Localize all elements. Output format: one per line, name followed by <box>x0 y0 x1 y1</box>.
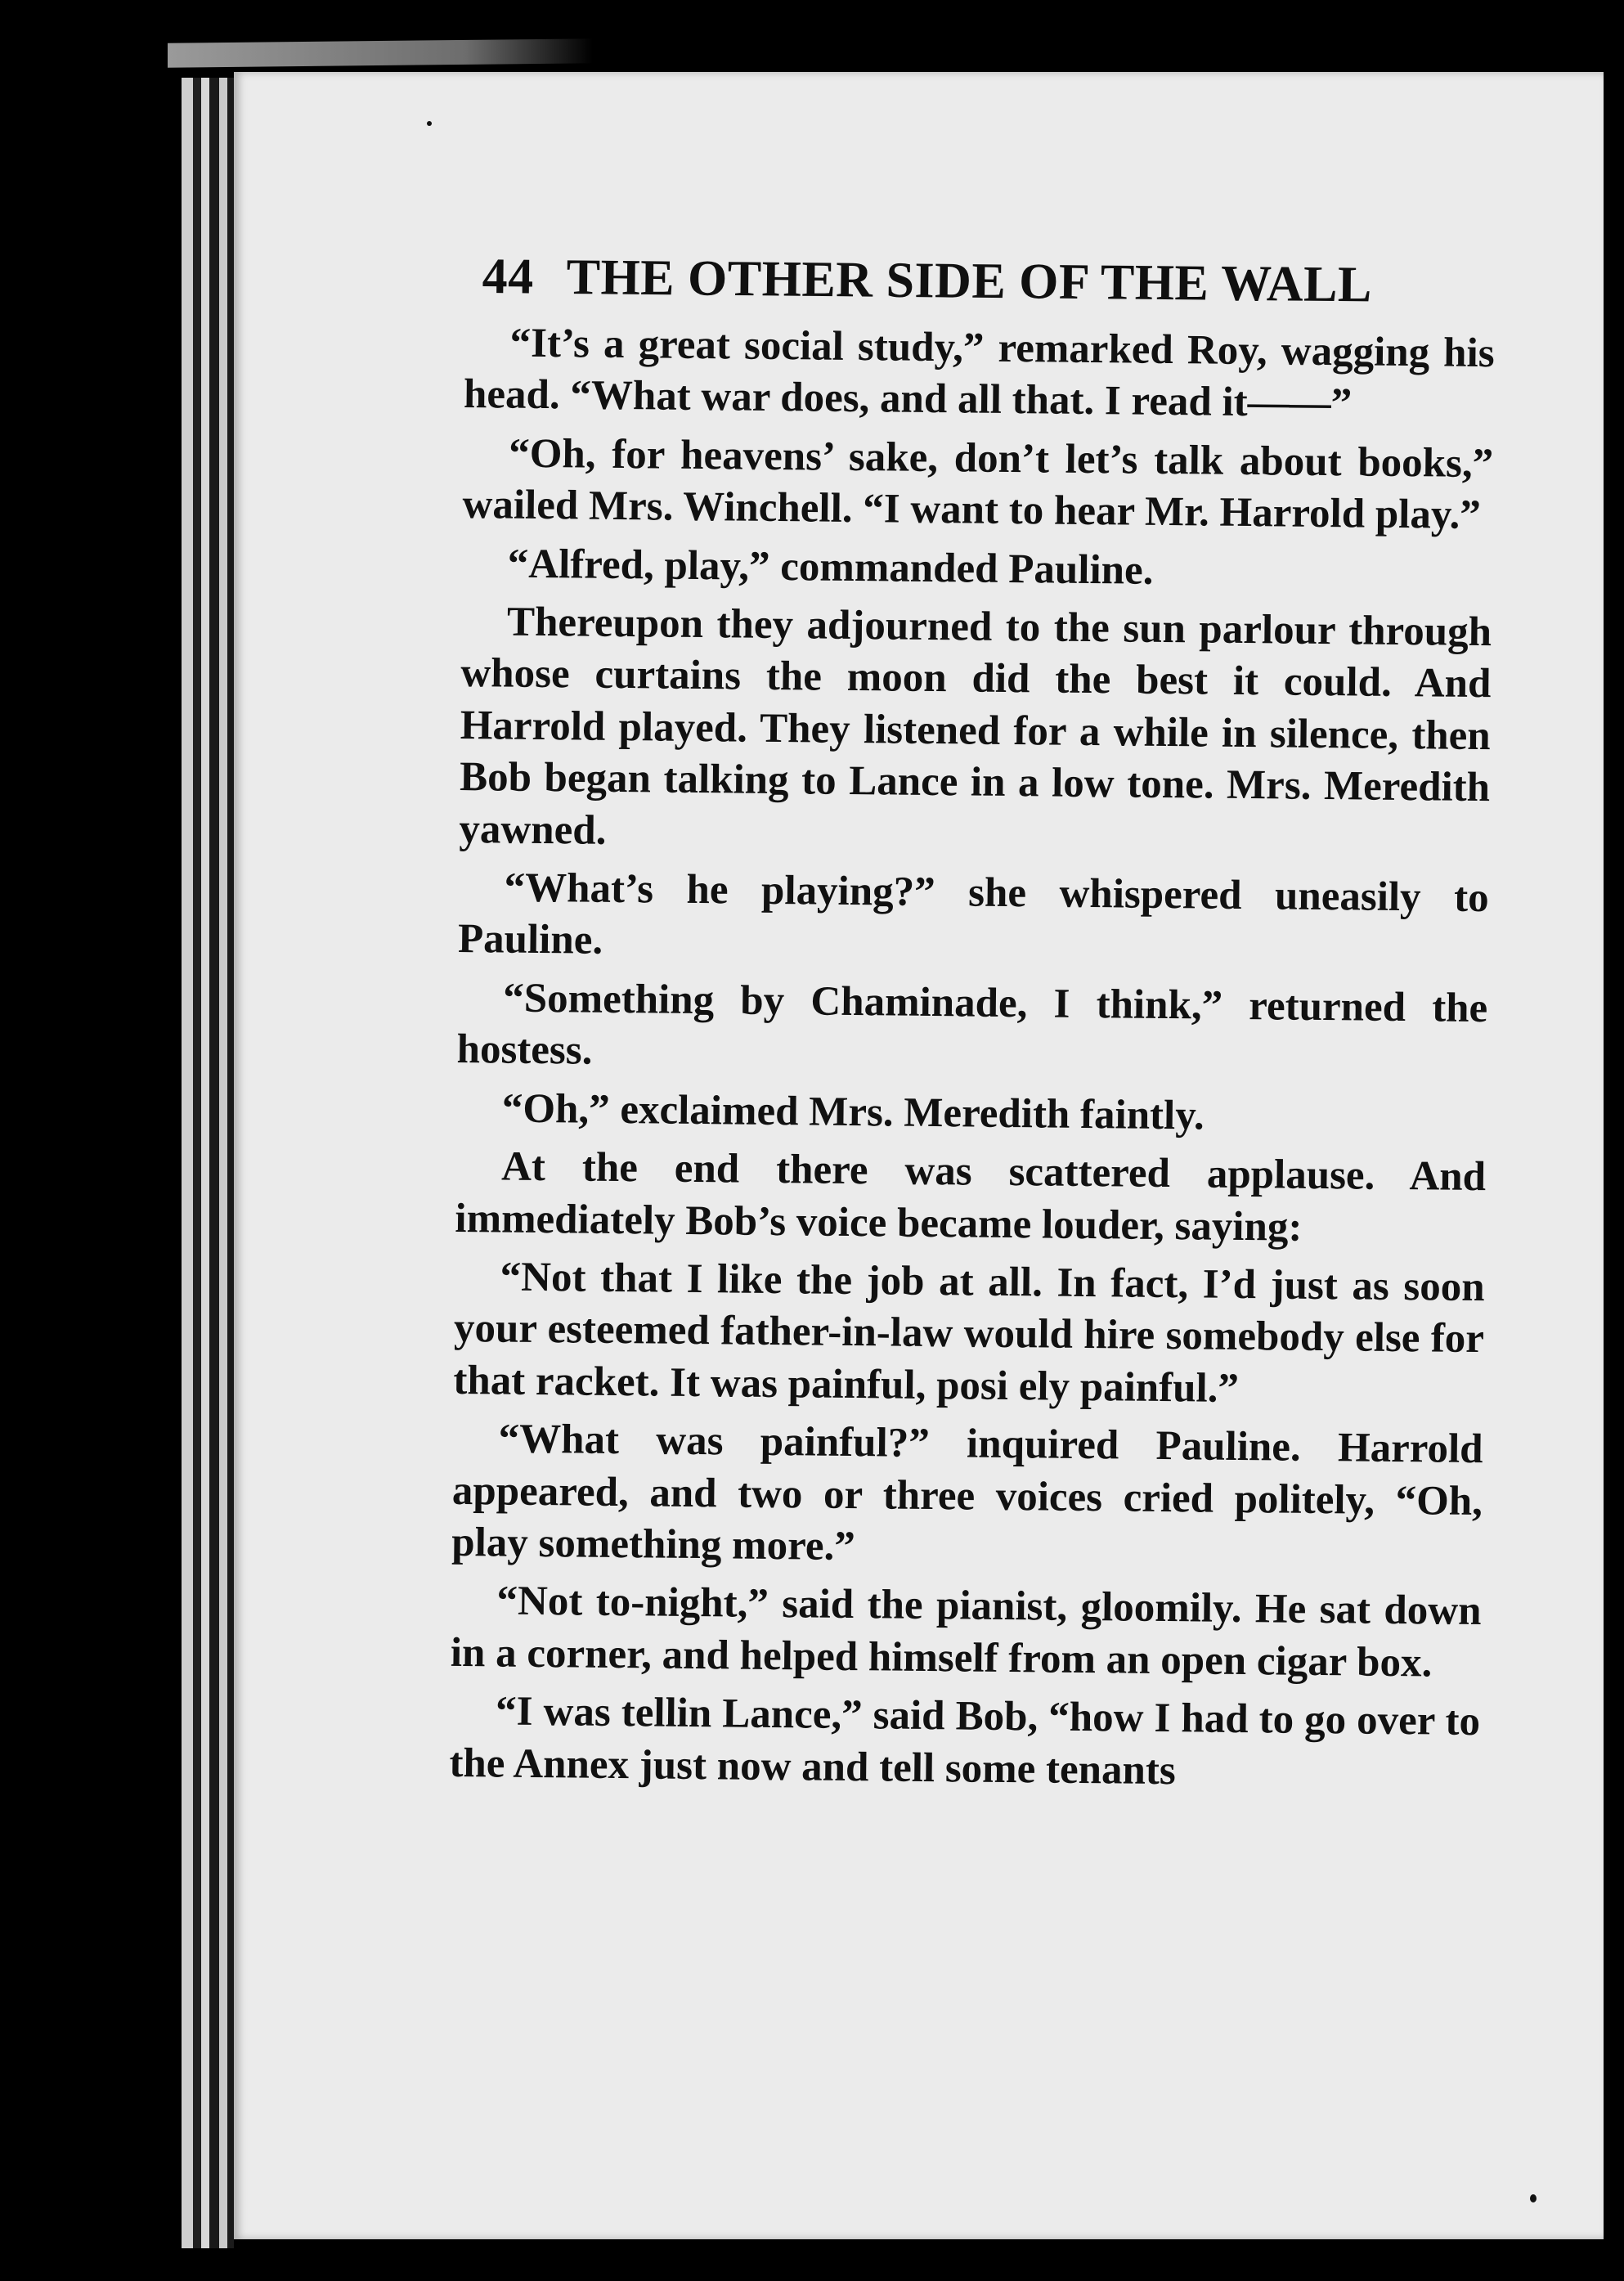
paragraph: “Something by Chaminade, I think,” returned the hostess. <box>456 975 1488 1074</box>
paragraph: “What was painful?” inquired Pauline. Harrold appeared, and two or three voices cried politely, “Oh, play something more.” <box>451 1416 1483 1570</box>
book-edge <box>201 78 209 2248</box>
paragraph: “It’s a great social study,” remarked Roy, wagging his head. “What war does, and all that. I read it——” <box>463 320 1495 427</box>
paragraph: Thereupon they adjourned to the sun parlour through whose curtains the moon did the best it could. And Harrold played. They listened for a while in silence, then Bob began talking to Lance in a low tone. Mrs. Meredith yawned. <box>459 599 1492 854</box>
dust-speck <box>1530 2194 1537 2202</box>
paragraph: “Not to-night,” said the pianist, gloomily. He sat down in a corner, and helped himself from an open cigar box. <box>450 1578 1482 1686</box>
scan-artifact-streak <box>168 38 593 67</box>
paragraph: “Oh, for heavens’ sake, don’t let’s talk about books,” wailed Mrs. Winchell. “I want to hear Mr. Harrold play.” <box>462 430 1494 539</box>
book-edge <box>227 78 234 2248</box>
body-text <box>449 317 1495 1807</box>
paragraph: “Alfred, play,” commanded Pauline. <box>507 541 1154 594</box>
book-edge <box>193 78 201 2248</box>
running-title: THE OTHER SIDE OF THE WALL <box>566 249 1373 313</box>
paragraph: “What’s he playing?” she whispered uneasily to Pauline. <box>457 864 1489 964</box>
page-sheet <box>234 72 1604 2239</box>
book-edge <box>182 78 193 2248</box>
paragraph: “I was tellin Lance,” said Bob, “how I had to go over to the Annex just now and tell some tenants <box>449 1688 1481 1794</box>
book-edge <box>209 78 219 2248</box>
page-number: 44 <box>482 248 534 305</box>
book-edge <box>219 78 227 2248</box>
paragraph: “Not that I like the job at all. In fact, I’d just as soon your esteemed father-in-law would hire somebody else for that racket. It was painful, posi ely painful.” <box>453 1254 1485 1412</box>
paragraph: At the end there was scattered applause. And immediately Bob’s voice became louder, saying: <box>455 1143 1487 1251</box>
dust-speck <box>427 121 432 126</box>
paragraph: “Oh,” exclaimed Mrs. Meredith faintly. <box>501 1085 1205 1139</box>
running-header <box>482 248 1406 315</box>
